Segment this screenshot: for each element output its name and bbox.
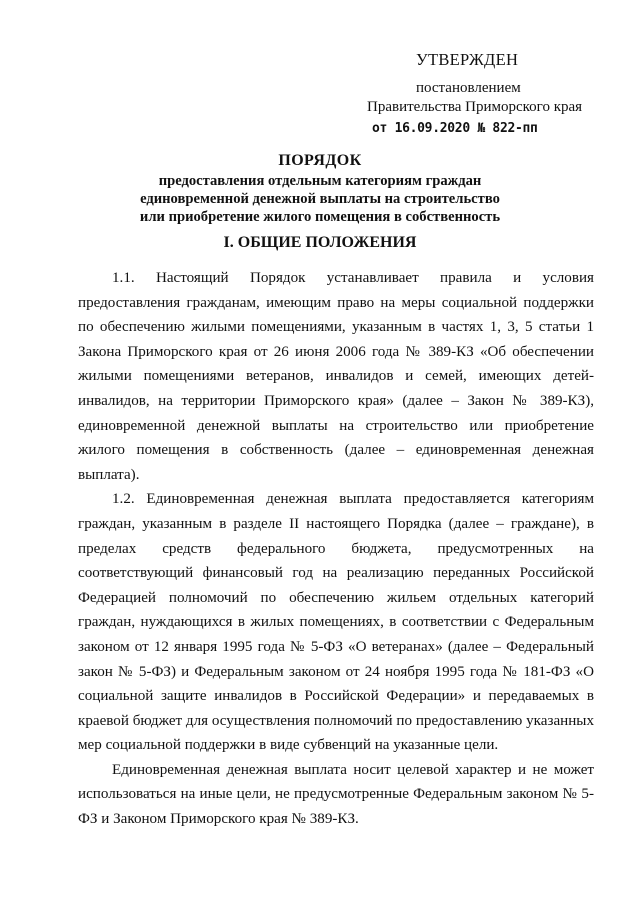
document-title: ПОРЯДОК — [278, 152, 362, 169]
approved-label: УТВЕРЖДЕН — [416, 50, 519, 69]
approval-block — [0, 0, 640, 140]
subtitle-line: единовременной денежной выплаты на строительство — [140, 191, 500, 207]
decree-stamp: от 16.09.2020 № 822-пп — [372, 121, 538, 136]
paragraph-1-1: 1.1. Настоящий Порядок устанавливает правила и условия предоставления гражданам, имеющим право на меры социальной поддержки по обеспечению жилыми помещениями, указанным в частях 1, 3, 5 статьи 1 Закона Приморского края от 26 июня 2006 года № 389-КЗ «Об обеспечении жилыми помещениями ветеранов, инвалидов и семей, имеющих детей-инвалидов, на территории Приморского края» (далее – Закон № 389-КЗ), единовременной денежной выплаты на строительство или приобретение жилого помещения в собственность (далее – единовременная денежная выплата). — [78, 270, 594, 483]
paragraph-1-2: 1.2. Единовременная денежная выплата предоставляется категориям граждан, указанным в разделе II настоящего Порядка (далее – граждане), в пределах средств федерального бюджета, предусмотренных на соответствующий финансовый год на реализацию переданных Российской Федерацией полномочий по обеспечению жильем отдельных категорий граждан, нуждающихся в жилых помещениях, в соответствии с Федеральным законом от 12 января 1995 года № 5-ФЗ «О ветеранах» (далее – Федеральный закон № 5-ФЗ) и Федеральным законом от 24 ноября 1995 года № 181-ФЗ «О социальной защите инвалидов в Российской Федерации» и передаваемых в краевой бюджет для осуществления полномочий по предоставлению указанных мер социальной поддержки в виде субвенций на указанные цели. — [78, 491, 594, 754]
document-subtitle — [0, 172, 640, 226]
section-heading: I. ОБЩИЕ ПОЛОЖЕНИЯ — [223, 234, 417, 251]
subtitle-line: или приобретение жилого помещения в собственность — [139, 209, 501, 225]
approval-line-1: постановлением — [416, 80, 521, 96]
subtitle-line: предоставления отдельным категориям граждан — [158, 173, 482, 189]
approval-line-2: Правительства Приморского края — [367, 99, 583, 115]
document-body — [78, 266, 594, 832]
paragraph-1-2-note: Единовременная денежная выплата носит целевой характер и не может использоваться на иные цели, не предусмотренные Федеральным законом № 5-ФЗ и Законом Приморского края № 389-КЗ. — [78, 761, 594, 828]
